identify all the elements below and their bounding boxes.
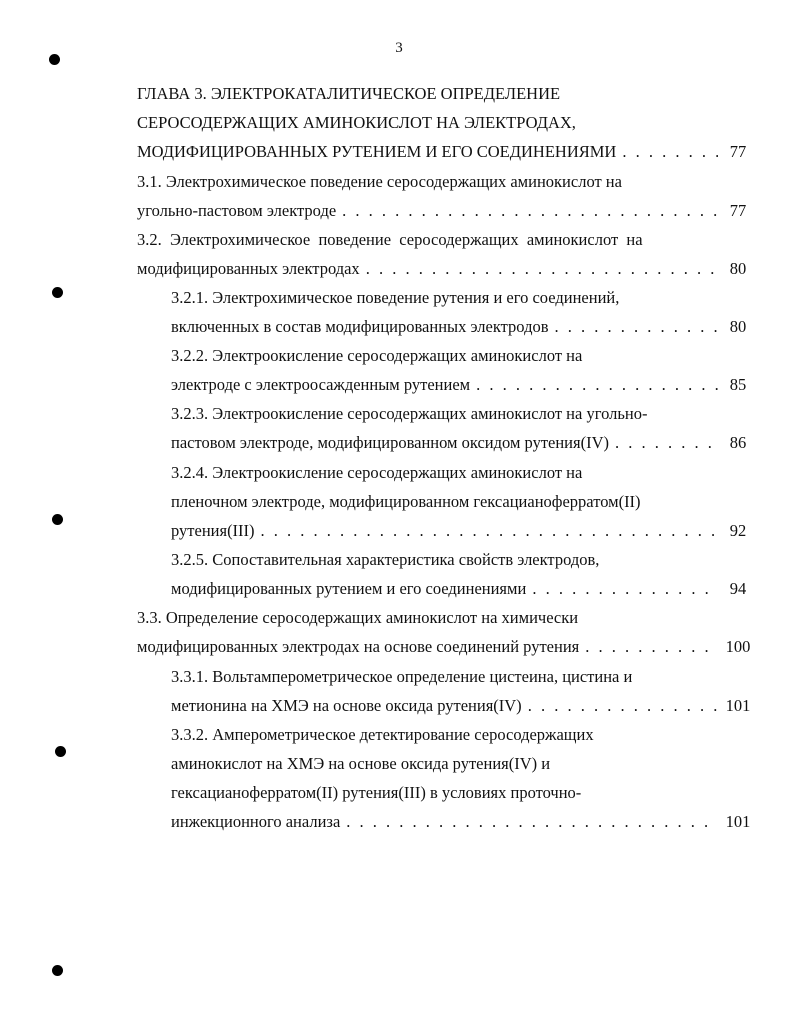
punch-hole-mark [52,965,63,976]
dot-leader [255,517,718,545]
page-ref: 101 [725,812,751,831]
page-ref: 77 [729,201,747,220]
toc-entry-text: 3.2.3. Электроокисление серосодержащих аминокислот на угольно- [171,404,648,423]
chapter-title-leader-row [137,138,747,166]
dot-leader [526,575,718,603]
toc-entry-text: рутения(III) [171,521,255,540]
chapter-title-line: ГЛАВА 3. ЭЛЕКТРОКАТАЛИТИЧЕСКОЕ ОПРЕДЕЛЕНИЕ [137,84,561,103]
dot-leader [609,429,718,457]
toc-entry-text: 3.2.2. Электроокисление серосодержащих аминокислот на [171,346,583,365]
toc-entry-leader-row [171,575,747,603]
toc-entry-text: пленочном электроде, модифицированном гексацианоферратом(II) [171,492,641,511]
toc-entry-text: электроде с электроосажденным рутением [171,375,471,394]
toc-entry-text: пастовом электроде, модифицированном оксидом рутения(IV) [171,433,609,452]
dot-leader [470,371,718,399]
toc-entry-leader-row [137,197,747,225]
toc-entry-text: метионина на ХМЭ на основе оксида рутения(IV) [171,696,522,715]
chapter-title-line: СЕРОСОДЕРЖАЩИХ АМИНОКИСЛОТ НА ЭЛЕКТРОДАХ, [137,113,576,132]
page-ref: 92 [729,521,747,540]
toc-entry-leader-row [137,255,747,283]
dot-leader [616,138,718,166]
toc-entry-text: 3.3.2. Амперометрическое детектирование серосодержащих [171,725,594,744]
toc-entry-text: включенных в состав модифицированных электродов [171,317,549,336]
chapter-title-line: МОДИФИЦИРОВАННЫХ РУТЕНИЕМ И ЕГО СОЕДИНЕНИЯМИ [137,142,617,161]
toc-entry-text: 3.1. Электрохимическое поведение серосодержащих аминокислот на [137,172,622,191]
page-ref: 85 [729,375,747,394]
toc-entry-text: 3.3.1. Вольтамперометрическое определение цистеина, цистина и [171,667,633,686]
punch-hole-mark [52,287,63,298]
toc-entry-text: модифицированных рутением и его соединениями [171,579,527,598]
toc-entry-text: 3.2. Электрохимическое поведение серосодержащих аминокислот на [137,230,643,249]
toc-entry-text: гексацианоферратом(II) рутения(III) в условиях проточно- [171,783,582,802]
dot-leader [336,197,718,225]
dot-leader [360,255,718,283]
dot-leader [579,633,718,661]
toc-entry-text: 3.2.4. Электроокисление серосодержащих аминокислот на [171,463,583,482]
page-ref: 100 [725,637,751,656]
page-ref: 101 [725,696,751,715]
page-ref: 80 [729,259,747,278]
toc-entry-leader-row [137,633,751,661]
page-number: 3 [395,40,403,56]
dot-leader [340,808,718,836]
dot-leader [549,313,718,341]
toc-entry-leader-row [171,517,747,545]
toc-entry-text: инжекционного анализа [171,812,341,831]
toc-entry-text: модифицированных электродах на основе соединений рутения [137,637,580,656]
punch-hole-mark [49,54,60,65]
page-ref: 94 [729,579,747,598]
toc-entry-text: модифицированных электродах [137,259,360,278]
toc-entry-leader-row [171,371,747,399]
toc-entry-text: 3.3. Определение серосодержащих аминокислот на химически [137,608,579,627]
dot-leader [522,692,718,720]
toc-entry-text: аминокислот на ХМЭ на основе оксида рутения(IV) и [171,754,551,773]
toc-entry-text: 3.2.5. Сопоставительная характеристика свойств электродов, [171,550,600,569]
page-ref: 77 [729,142,747,161]
toc-entry-text: 3.2.1. Электрохимическое поведение рутения и его соединений, [171,288,620,307]
punch-hole-mark [55,746,66,757]
toc-entry-text: угольно-пастовом электроде [137,201,337,220]
page-ref: 80 [729,317,747,336]
toc-entry-leader-row [171,692,751,720]
page-ref: 86 [729,433,747,452]
punch-hole-mark [52,514,63,525]
toc-entry-leader-row [171,429,747,457]
toc-entry-leader-row [171,313,747,341]
toc-entry-leader-row [171,808,751,836]
